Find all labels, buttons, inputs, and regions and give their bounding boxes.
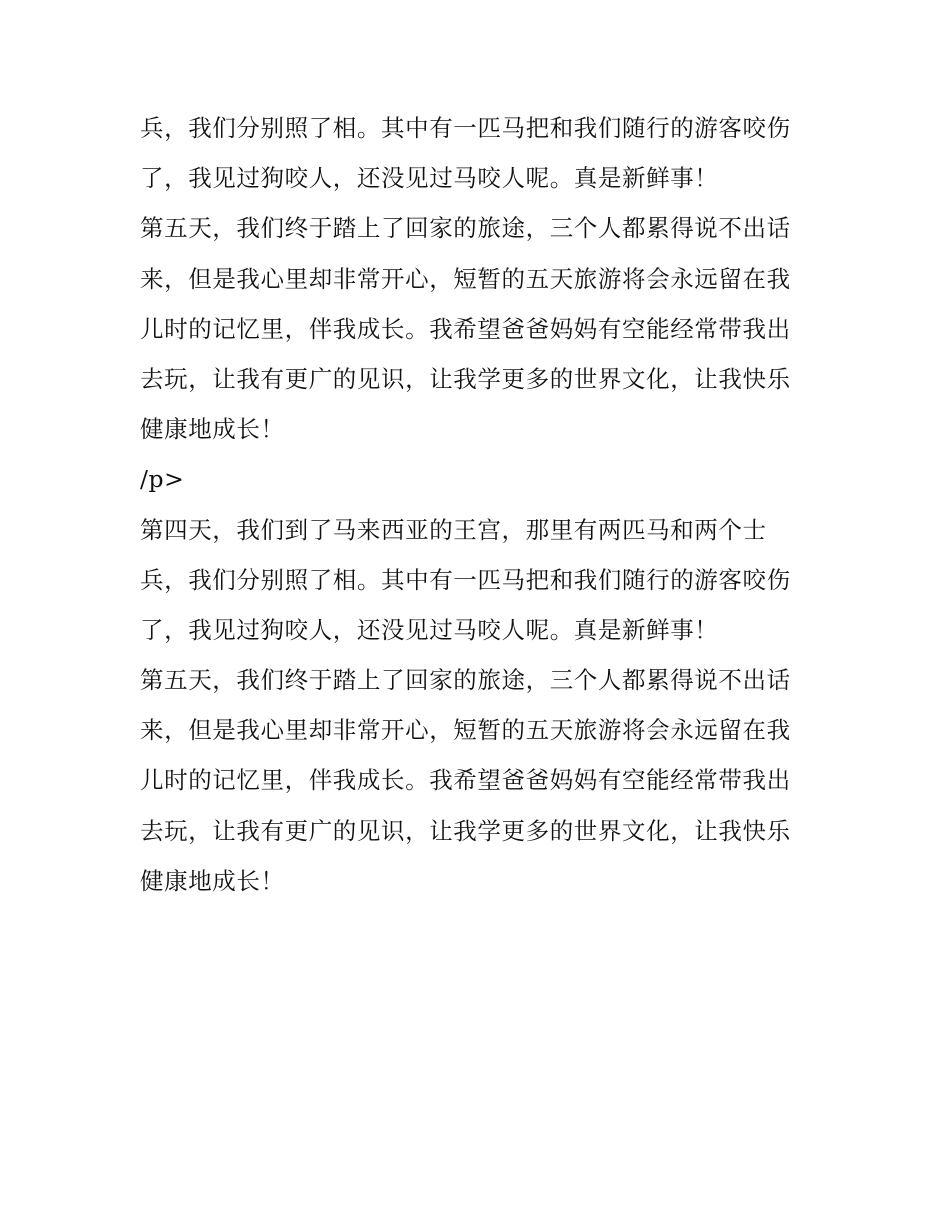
text-line: 第五天，我们终于踏上了回家的旅途，三个人都累得说不出话 [140,214,791,243]
text-line: 儿时的记忆里，伴我成长。我希望爸爸妈妈有空能经常带我出 [140,314,791,343]
text-line: 了，我见过狗咬人，还没见过马咬人呢。真是新鲜事！ [140,615,719,644]
stray-markup-text: /p> [140,465,185,494]
document-body [140,103,830,906]
text-line: 来，但是我心里却非常开心，短暂的五天旅游将会永远留在我 [140,716,791,745]
text-line: 健康地成长！ [140,415,285,444]
text-line: 第四天，我们到了马来西亚的王宫，那里有两匹马和两个士 [140,515,767,544]
text-line: 来，但是我心里却非常开心，短暂的五天旅游将会永远留在我 [140,264,791,293]
text-line: 健康地成长！ [140,866,285,895]
text-line: 兵，我们分别照了相。其中有一匹马把和我们随行的游客咬伤 [140,114,791,142]
text-line: 去玩，让我有更广的见识，让我学更多的世界文化，让我快乐 [140,816,791,845]
text-line: 了，我见过狗咬人，还没见过马咬人呢。真是新鲜事！ [140,164,719,193]
text-line: 兵，我们分别照了相。其中有一匹马把和我们随行的游客咬伤 [140,565,791,594]
text-line: 儿时的记忆里，伴我成长。我希望爸爸妈妈有空能经常带我出 [140,766,791,795]
text-line: 第五天，我们终于踏上了回家的旅途，三个人都累得说不出话 [140,666,791,695]
text-line: 去玩，让我有更广的见识，让我学更多的世界文化，让我快乐 [140,364,791,393]
